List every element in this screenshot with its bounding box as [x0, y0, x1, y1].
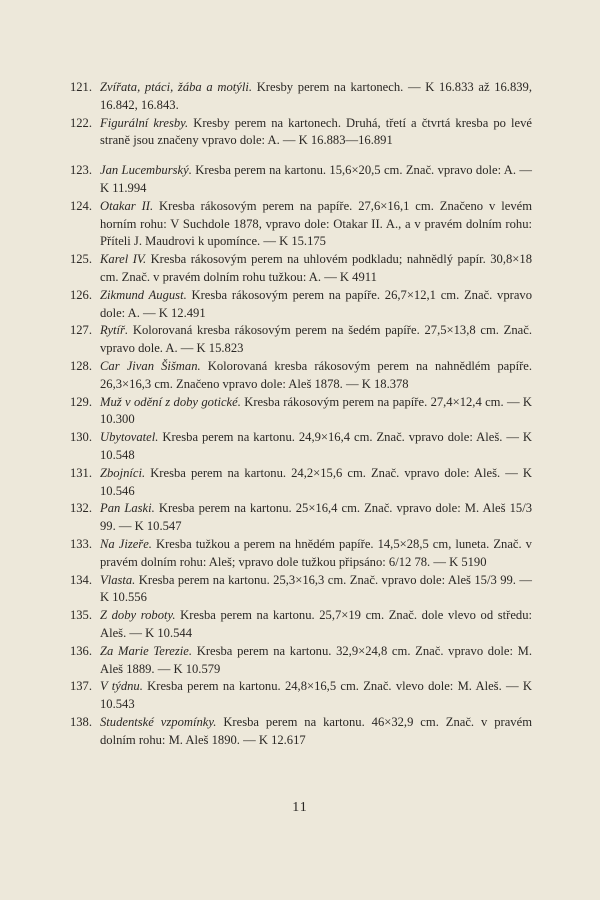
page-number: 11: [292, 800, 308, 815]
entry-description: Kolorovaná kresba rákosovým perem na šedém papíře. 27,5×13,8 cm. Znač. vpravo dole. A. — K 15.823: [100, 323, 532, 356]
catalog-entry-138: [52, 714, 532, 750]
catalog-entry-131: [52, 465, 532, 501]
catalog-entry-121: [52, 79, 532, 115]
entry-description: Kresba perem na kartonu. 32,9×24,8 cm. Znač. vpravo dole: M. Aleš 1889. — K 10.579: [100, 643, 532, 676]
entry-title: Karel IV.: [100, 252, 147, 267]
entry-title: Vlasta.: [100, 572, 136, 587]
entry-number: 125.: [69, 252, 92, 267]
catalog-entry-137: [52, 678, 532, 714]
entry-description: Kresba perem na kartonu. 24,9×16,4 cm. Znač. vpravo dole: Aleš. — K 10.548: [100, 430, 532, 462]
entry-number: 123.: [69, 163, 92, 178]
entry-number: 135.: [69, 608, 92, 623]
entry-description: Kresba perem na kartonu. 24,2×15,6 cm. Znač. vpravo dole: Aleš. — K 10.546: [100, 465, 532, 498]
catalog-entries: [52, 79, 532, 749]
catalog-entry-125: [52, 251, 532, 287]
entry-number: 136.: [69, 643, 92, 658]
catalog-entry-127: [52, 322, 532, 358]
entry-title: V týdnu.: [100, 679, 143, 694]
catalog-entry-126: [52, 287, 532, 323]
entry-title: Na Jizeře.: [100, 536, 152, 551]
entry-title: Muž v odění z doby gotické.: [100, 394, 241, 409]
entry-number: 131.: [69, 465, 92, 480]
entry-title: Zvířata, ptáci, žába a motýli.: [100, 80, 253, 94]
catalog-entry-130: [52, 429, 532, 465]
entry-number: 138.: [69, 714, 92, 729]
catalog-entry-122: [52, 115, 532, 151]
catalog-entry-132: [52, 500, 532, 536]
entry-description: Kresba perem na kartonu. 24,8×16,5 cm. Znač. vlevo dole: M. Aleš. — K 10.543: [100, 679, 532, 712]
entry-title: Car Jivan Šišman.: [100, 358, 201, 373]
entry-title: Zbojníci.: [100, 465, 146, 480]
entry-description: Kresby perem na kartonech. Druhá, třetí a čtvrtá kresba po levé straně jsou značeny vpravo dole: A. — K 16.883—16.891: [100, 115, 532, 148]
entry-description: Kresba rákosovým perem na papíře. 26,7×12,1 cm. Znač. vpravo dole: A. — K 12.491: [100, 287, 533, 320]
catalog-entry-124: [52, 198, 532, 251]
entry-description: Kolorovaná kresba rákosovým perem na nahnědlém papíře. 26,3×16,3 cm. Značeno vpravo dole: Aleš 1878. — K 18.378: [100, 358, 533, 391]
entry-number: 129.: [69, 394, 92, 409]
entry-title: Z doby roboty.: [100, 608, 176, 623]
entry-title: Figurální kresby.: [100, 115, 189, 130]
entry-title: Studentské vzpomínky.: [100, 714, 217, 729]
entry-title: Za Marie Terezie.: [100, 643, 193, 658]
entry-title: Ubytovatel.: [100, 430, 159, 445]
entry-description: Kresba perem na kartonu. 25×16,4 cm. Znač. vpravo dole: M. Aleš 15/3 99. — K 10.547: [100, 501, 532, 534]
entry-description: Kresba rákosovým perem na uhlovém podkladu; nahnědlý papír. 30,8×18 cm. Znač. v pravém dolním rohu tužkou: A. — K 4911: [100, 252, 532, 284]
entry-number: 124.: [69, 198, 92, 213]
catalog-entry-128: [52, 358, 532, 394]
entry-description: Kresby perem na kartonech. — K 16.833 až 16.839, 16.842, 16.843.: [100, 80, 532, 112]
entry-number: 132.: [69, 501, 92, 516]
entry-title: Jan Lucemburský.: [100, 163, 192, 178]
catalog-entry-129: [52, 394, 532, 430]
entry-number: 126.: [69, 287, 92, 302]
entry-description: Kresba perem na kartonu. 25,7×19 cm. Znač. dole vlevo od středu: Aleš. — K 10.544: [100, 608, 533, 640]
catalog-entry-133: [52, 536, 532, 572]
entry-number: 127.: [69, 323, 92, 338]
entry-description: Kresba tužkou a perem na hnědém papíře. 14,5×28,5 cm, luneta. Znač. v pravém dolním rohu: Aleš; vpravo dole tužkou připsáno: 6/12 78. — K 5190: [100, 536, 532, 569]
entry-number: 137.: [69, 679, 92, 694]
catalog-entry-136: [52, 643, 532, 679]
entry-title: Rytíř.: [100, 323, 129, 338]
entry-description: Kresba perem na kartonu. 46×32,9 cm. Znač. v pravém dolním rohu: M. Aleš 1890. — K 12.617: [100, 714, 532, 747]
entry-title: Otakar II.: [100, 198, 154, 213]
catalog-entry-135: [52, 607, 532, 643]
entry-number: 134.: [69, 572, 92, 587]
entry-description: Kresba perem na kartonu. 25,3×16,3 cm. Znač. vpravo dole: Aleš 15/3 99. — K 10.556: [100, 572, 532, 605]
catalog-entry-123: [52, 162, 532, 198]
entry-number: 128.: [69, 358, 92, 373]
entry-description: Kresba rákosovým perem na papíře. 27,4×12,4 cm. — K 10.300: [100, 394, 533, 427]
entry-description: Kresba rákosovým perem na papíře. 27,6×16,1 cm. Značeno v levém horním rohu: V Suchdole 1878, vpravo dole: Otakar II. A., a v pravém dolním rohu: Příteli J. Maudrovi k upomínce. — K 15.175: [100, 198, 532, 249]
entry-number: 130.: [69, 430, 92, 445]
entry-description: Kresba perem na kartonu. 15,6×20,5 cm. Znač. vpravo dole: A. — K 11.994: [100, 163, 532, 195]
entry-title: Zikmund August.: [100, 287, 187, 302]
entry-title: Pan Laski.: [100, 501, 155, 516]
entry-number: 133.: [69, 536, 92, 551]
entry-number: 121.: [69, 80, 92, 94]
entry-number: 122.: [69, 115, 92, 130]
catalog-entry-134: [52, 572, 532, 608]
